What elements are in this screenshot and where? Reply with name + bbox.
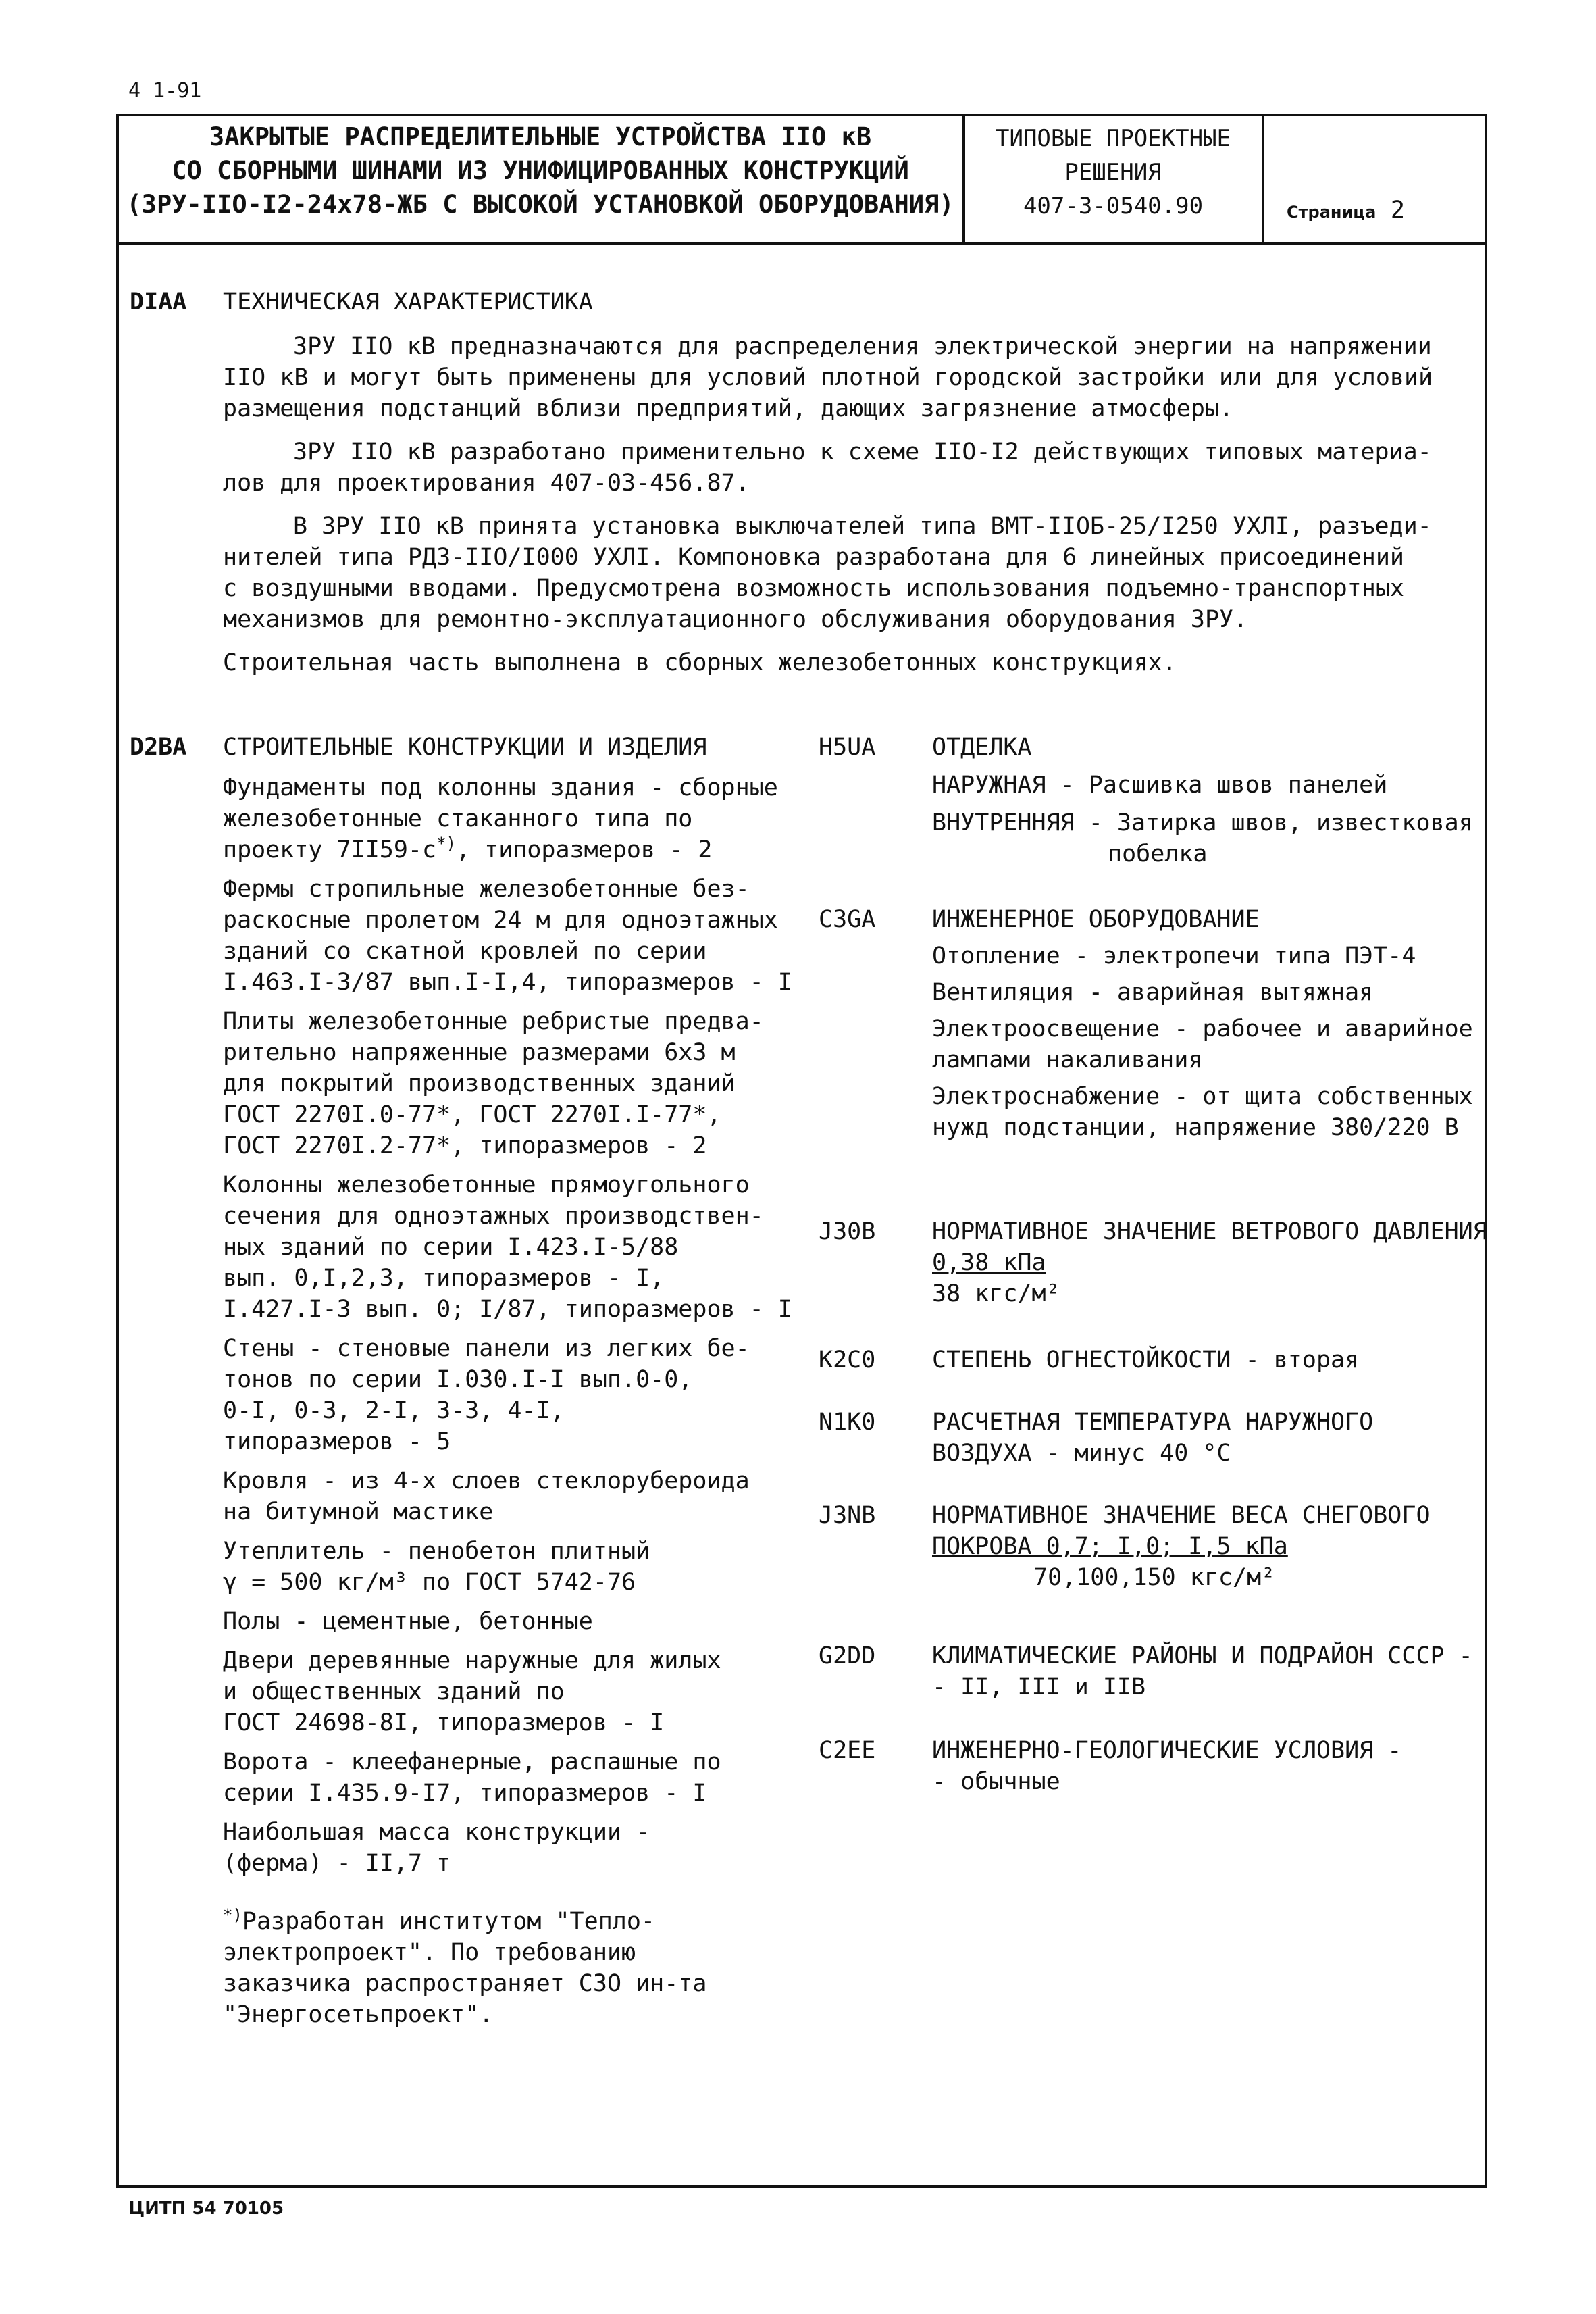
item-line: типоразмеров - 5 (223, 1428, 451, 1455)
footnote-line: электропроект". По требованию (223, 1939, 636, 1966)
block-heading: НОРМАТИВНОЕ ЗНАЧЕНИЕ ВЕТРОВОГО ДАВЛЕНИЯ (932, 1218, 1487, 1245)
block-line: Электроосвещение - рабочее и аварийное (932, 1015, 1473, 1042)
paragraph-line: В ЗРУ IIO кВ принята установка выключателей типа ВМТ-IIOБ-25/I250 УХЛI, разъеди- (293, 513, 1432, 540)
paragraph-line: IIO кВ и могут быть применены для условий плотной городской застройки или для условий (223, 364, 1433, 391)
footnote-line: заказчика распространяет СЗО ин-та (223, 1970, 707, 1997)
item-line: тонов по серии I.030.I-I вып.0-0, (223, 1366, 693, 1393)
item-line: ных зданий по серии I.423.I-5/88 (223, 1234, 679, 1261)
block-line: Электроснабжение - от щита собственных (932, 1083, 1473, 1110)
header-col-divider-2 (1262, 114, 1264, 243)
climate-block (932, 1640, 1472, 1703)
item-line: Ворота - клеефанерные, распашные по (223, 1749, 721, 1776)
block-heading: ИНЖЕНЕРНОЕ ОБОРУДОВАНИЕ (932, 906, 1260, 933)
doc-line: ТИПОВЫЕ ПРОЕКТНЫЕ (996, 125, 1231, 152)
fire-resistance: СТЕПЕНЬ ОГНЕСТОЙКОСТИ - вторая (932, 1347, 1360, 1374)
block-line: ВНУТРЕННЯЯ - Затирка швов, известковая (932, 809, 1473, 836)
item-line: для покрытий производственных зданий (223, 1070, 736, 1097)
item-line: Кровля - из 4-х слоев стеклорубероида (223, 1467, 750, 1494)
doc-line: 407-3-0540.90 (1023, 193, 1204, 220)
section-code: C2EE (819, 1737, 876, 1764)
item-line: раскосные пролетом 24 м для одноэтажных (223, 907, 778, 934)
item-line: Фермы стропильные железобетонные без- (223, 876, 750, 903)
item-line: серии I.435.9-I7, типоразмеров - I (223, 1780, 707, 1807)
item-line: Стены - стеновые панели из легких бе- (223, 1335, 750, 1362)
item-line: рительно напряженные размерами 6х3 м (223, 1039, 736, 1066)
page-label: Страница (1287, 203, 1376, 222)
paragraph-line: нителей типа РДЗ-IIO/I000 УХЛI. Компоновка разработана для 6 линейных присоединений (223, 544, 1404, 571)
item-line: Колонны железобетонные прямоугольного (223, 1172, 750, 1199)
block-line: лампами накаливания (932, 1047, 1203, 1074)
section-code: D2BA (130, 734, 187, 761)
paragraph-line: механизмов для ремонтно-эксплуатационного обслуживания оборудования ЗРУ. (223, 606, 1248, 633)
item-line: I.427.I-3 вып. 0; I/87, типоразмеров - I (223, 1296, 792, 1323)
item-line: γ = 500 кг/м³ по ГОСТ 5742-76 (223, 1569, 636, 1596)
section-code: G2DD (819, 1642, 876, 1669)
item-line (223, 834, 804, 865)
item-line: вып. 0,I,2,3, типоразмеров - I, (223, 1265, 665, 1292)
block-line: побелка (1108, 840, 1208, 867)
section-code: C3GA (819, 906, 876, 933)
snow-block (932, 1500, 1472, 1593)
footnote-text: Разработан институтом "Тепло- (242, 1908, 655, 1935)
item-line: на битумной мастике (223, 1499, 494, 1526)
paragraph-line: Строительная часть выполнена в сборных железобетонных конструкциях. (223, 649, 1177, 676)
item-line: и общественных зданий по (223, 1678, 565, 1705)
item-line: Наибольшая масса конструкции - (223, 1819, 650, 1846)
wind-value-kpa: 0,38 кПа (932, 1249, 1046, 1276)
block-line: ИНЖЕНЕРНО-ГЕОЛОГИЧЕСКИЕ УСЛОВИЯ - (932, 1737, 1402, 1764)
section-code: J30B (819, 1218, 876, 1245)
item-text: проекту 7II59-с (223, 836, 437, 863)
block-line: ВОЗДУХА - минус 40 °С (932, 1440, 1231, 1467)
snow-value-kpa: ПОКРОВА 0,7; I,0; I,5 кПа (932, 1533, 1288, 1560)
footnote-line (223, 1906, 804, 1937)
bottom-mark: ЦИТП 54 70105 (128, 2198, 284, 2219)
header-divider (116, 242, 1487, 245)
section-code: J3NB (819, 1502, 876, 1529)
block-line: - обычные (932, 1768, 1060, 1795)
page-number-cell (1287, 195, 1405, 226)
footnote-line: "Энергосетьпроект". (223, 2001, 494, 2028)
item-line: зданий со скатной кровлей по серии (223, 938, 707, 965)
section-code: H5UA (819, 734, 876, 761)
section-code: DIAA (130, 288, 187, 316)
item-line: Двери деревянные наружные для жилых (223, 1647, 721, 1674)
block-line: - II, III и IIВ (932, 1674, 1146, 1701)
item-line: 0-I, 0-3, 2-I, 3-3, 4-I, (223, 1397, 565, 1424)
top-mark: 4 1-91 (128, 79, 202, 103)
footnote-mark: *) (436, 834, 456, 853)
snow-value-kgs: 70,100,150 кгс/м² (1033, 1564, 1276, 1591)
block-line: Вентиляция - аварийная вытяжная (932, 979, 1374, 1006)
item-line: Плиты железобетонные ребристые предва- (223, 1008, 764, 1035)
item-line: ГОСТ 24698-8I, типоразмеров - I (223, 1709, 665, 1736)
block-line: КЛИМАТИЧЕСКИЕ РАЙОНЫ И ПОДРАЙОН СССР - (932, 1642, 1473, 1669)
item-line: сечения для одноэтажных производствен- (223, 1203, 764, 1230)
paragraph-line: с воздушными вводами. Предусмотрена возможность использования подъемно-транспортных (223, 575, 1404, 602)
header-title-line: (ЗРУ-IIO-I2-24x78-ЖБ С ВЫСОКОЙ УСТАНОВКОЙ ОБОРУДОВАНИЯ) (126, 190, 954, 219)
block-heading: ОТДЕЛКА (932, 734, 1032, 761)
section-heading: ТЕХНИЧЕСКАЯ ХАРАКТЕРИСТИКА (223, 288, 593, 316)
block-line: НАРУЖНАЯ - Расшивка швов панелей (932, 772, 1388, 799)
item-line: ГОСТ 2270I.2-77*, типоразмеров - 2 (223, 1132, 707, 1159)
item-line: I.463.I-3/87 вып.I-I,4, типоразмеров - I (223, 969, 792, 996)
paragraph-line: ЗРУ IIO кВ разработано применительно к схеме IIO-I2 действующих типовых материа- (293, 438, 1432, 466)
item-line: (ферма) - II,7 т (223, 1850, 451, 1877)
temperature-block (932, 1407, 1472, 1469)
block-heading: НОРМАТИВНОЕ ЗНАЧЕНИЕ ВЕСА СНЕГОВОГО (932, 1502, 1431, 1529)
page-number: 2 (1390, 197, 1405, 224)
item-line: Фундаменты под колонны здания - сборные (223, 774, 778, 801)
paragraph-line: размещения подстанций вблизи предприятий, дающих загрязнение атмосферы. (223, 395, 1234, 422)
block-line: Отопление - электропечи типа ПЭТ-4 (932, 942, 1416, 970)
section-code: N1K0 (819, 1409, 876, 1436)
item-line: Полы - цементные, бетонные (223, 1608, 593, 1635)
header-title (119, 120, 962, 222)
section-code: K2C0 (819, 1347, 876, 1374)
header-title-line: СО СБОРНЫМИ ШИНАМИ ИЗ УНИФИЦИРОВАННЫХ КОНСТРУКЦИЙ (172, 156, 909, 185)
wind-value-kgs: 38 кгс/м² (932, 1280, 1060, 1307)
equipment-block (932, 904, 1472, 1143)
header-doc-number (965, 122, 1261, 223)
section-body (223, 331, 1459, 678)
left-column (223, 732, 804, 2030)
item-line: ГОСТ 2270I.0-77*, ГОСТ 2270I.I-77*, (223, 1101, 721, 1128)
finish-block (932, 732, 1472, 870)
doc-line: РЕШЕНИЯ (1064, 159, 1162, 186)
footnote-mark: *) (223, 1905, 242, 1925)
section-heading: СТРОИТЕЛЬНЫЕ КОНСТРУКЦИИ И ИЗДЕЛИЯ (223, 734, 707, 761)
block-line: РАСЧЕТНАЯ ТЕМПЕРАТУРА НАРУЖНОГО (932, 1409, 1374, 1436)
item-line: Утеплитель - пенобетон плитный (223, 1538, 650, 1565)
item-line: железобетонные стаканного типа по (223, 805, 693, 832)
block-line: нужд подстанции, напряжение 380/220 В (932, 1114, 1459, 1141)
geology-block (932, 1735, 1472, 1797)
wind-block (932, 1216, 1487, 1309)
header-title-line: ЗАКРЫТЫЕ РАСПРЕДЕЛИТЕЛЬНЫЕ УСТРОЙСТВА IIO кВ (209, 122, 872, 151)
paragraph-line: ЗРУ IIO кВ предназначаются для распределения электрической энергии на напряжении (293, 333, 1432, 360)
paragraph-line: лов для проектирования 407-03-456.87. (223, 470, 750, 497)
item-text: , типоразмеров - 2 (455, 836, 713, 863)
